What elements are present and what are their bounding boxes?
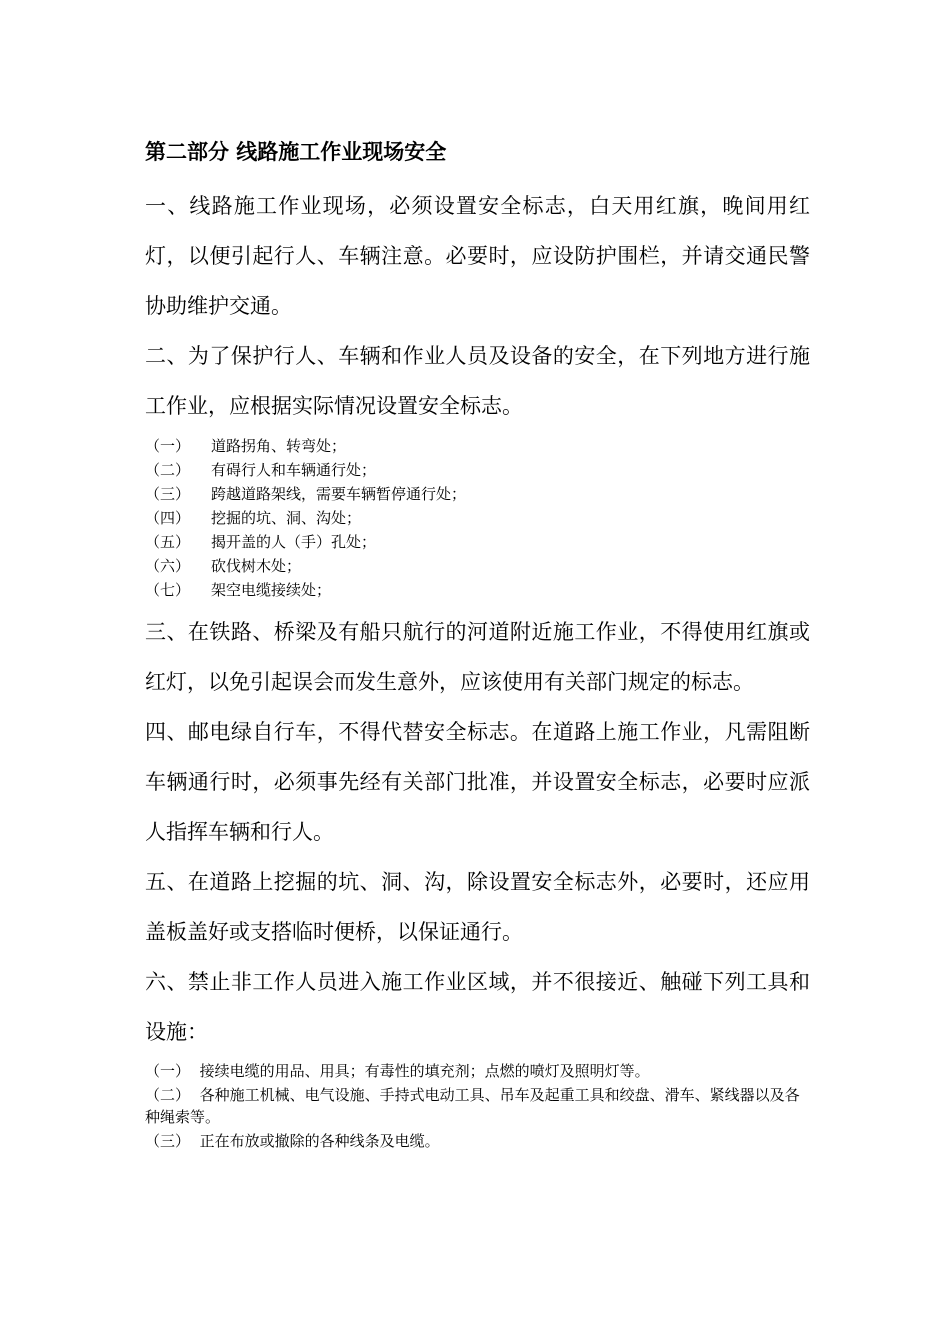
list-item-text: 砍伐树木处； <box>211 557 302 575</box>
list-item-mark: （七） <box>145 581 191 599</box>
list-item-text: 揭开盖的人（手）孔处； <box>211 533 377 551</box>
section-6-paragraph: 六、禁止非工作人员进入施工作业区域，并不很接近、触碰下列工具和设施： <box>145 970 810 1044</box>
list-item <box>145 1083 810 1129</box>
document-page <box>145 133 810 1153</box>
list-item <box>145 482 810 506</box>
document-title: 第二部分 线路施工作业现场安全 <box>145 140 447 164</box>
section-1-paragraph: 一、线路施工作业现场，必须设置安全标志，白天用红旗，晚间用红灯，以便引起行人、车辆注意。必要时，应设防护围栏，并请交通民警协助维护交通。 <box>145 194 810 318</box>
list-item-text: 道路拐角、转弯处； <box>211 437 347 455</box>
section-4-paragraph: 四、邮电绿自行车，不得代替安全标志。在道路上施工作业，凡需阻断车辆通行时，必须事先经有关部门批准，并设置安全标志，必要时应派人指挥车辆和行人。 <box>145 720 810 844</box>
list-item <box>145 554 810 578</box>
section-5-paragraph: 五、在道路上挖掘的坑、洞、沟，除设置安全标志外，必要时，还应用盖板盖好或支搭临时便桥，以保证通行。 <box>145 870 810 944</box>
section-3-paragraph: 三、在铁路、桥梁及有船只航行的河道附近施工作业，不得使用红旗或红灯，以免引起误会而发生意外，应该使用有关部门规定的标志。 <box>145 620 810 694</box>
list-item-text: 挖掘的坑、洞、沟处； <box>211 509 362 527</box>
list-item-text: 有碍行人和车辆通行处； <box>211 461 377 479</box>
list-item-text: 跨越道路架线，需要车辆暂停通行处； <box>211 485 467 503</box>
list-item <box>145 1129 810 1153</box>
list-item-mark: （一） <box>145 1062 191 1080</box>
list-item-mark: （三） <box>145 485 191 503</box>
list-item <box>145 530 810 554</box>
list-item-mark: （二） <box>145 461 191 479</box>
location-list <box>145 431 810 607</box>
list-item-text: 正在布放或撤除的各种线条及电缆。 <box>199 1132 440 1150</box>
list-item-text: 各种施工机械、电气设施、手持式电动工具、吊车及起重工具和绞盘、滑车、紧线器以及各种绳索等。 <box>145 1086 800 1126</box>
list-item <box>145 506 810 530</box>
list-item <box>145 578 810 602</box>
list-item-mark: （四） <box>145 509 191 527</box>
list-item-mark: （六） <box>145 557 191 575</box>
list-item <box>145 1059 810 1083</box>
list-item-mark: （一） <box>145 437 191 455</box>
list-item <box>145 434 810 458</box>
tools-list <box>145 1057 810 1153</box>
list-item-mark: （五） <box>145 533 191 551</box>
list-item-mark: （三） <box>145 1132 191 1150</box>
list-item <box>145 458 810 482</box>
list-item-text: 架空电缆接续处； <box>211 581 332 599</box>
list-item-text: 接续电缆的用品、用具；有毒性的填充剂；点燃的喷灯及照明灯等。 <box>199 1062 650 1080</box>
section-2-paragraph: 二、为了保护行人、车辆和作业人员及设备的安全，在下列地方进行施工作业，应根据实际情况设置安全标志。 <box>145 344 810 418</box>
list-item-mark: （二） <box>145 1086 191 1104</box>
